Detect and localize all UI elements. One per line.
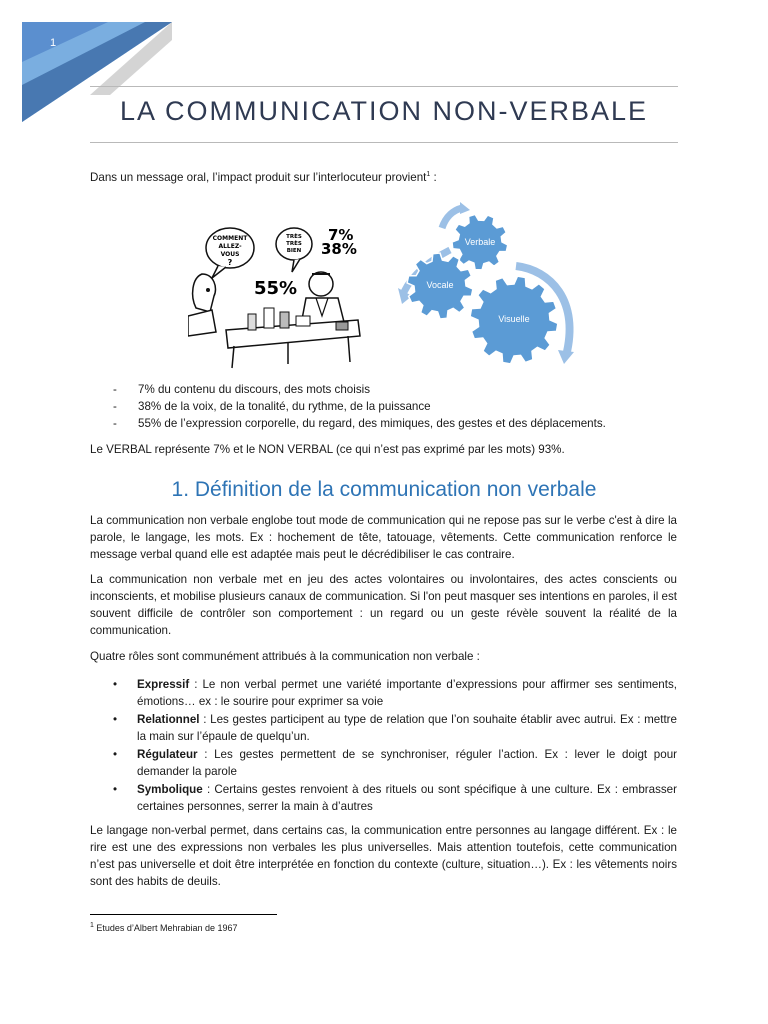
gear-visuelle-label: Visuelle <box>498 314 530 324</box>
section-heading: 1. Définition de la communication non verbale <box>171 478 597 501</box>
gears-diagram <box>390 200 590 370</box>
pct-38-label: 38% <box>321 240 357 258</box>
gear-visuelle <box>470 276 558 364</box>
bubble-left-question: ? <box>227 258 233 267</box>
bubble-left-line2: ALLEZ- <box>218 243 242 250</box>
gear-verbale-label: Verbale <box>464 237 496 247</box>
pct-55-label: 55% <box>254 278 298 299</box>
list-item: • Régulateur : Les gestes permettent de se synchroniser, réguler l’action. Ex : lever le doigt pour demander la parole <box>113 746 677 780</box>
language-paragraph: Le langage non-verbal permet, dans certains cas, la communication entre personnes au langage différent. Ex : le rire est une des expressions non verbales les plus universelles. Mais attention toutefois, cette communication n’est pas universelle et doit être interprétée en fonction du contexte (culture, situation…). Ex : les vêtements noirs sont des habits de deuils. <box>90 824 677 888</box>
roles-list <box>113 676 677 816</box>
list-item: - 55% de l’expression corporelle, du regard, des mimiques, des gestes et des déplacements. <box>113 415 606 432</box>
footnote: $^1$ Etudes d’Albert Mehrabian de 1967 <box>90 922 238 933</box>
list-item: - 38% de la voix, de la tonalité, du rythme, de la puissance <box>113 398 606 415</box>
title-rule-bottom <box>90 142 678 143</box>
page-title: LA COMMUNICATION NON-VERBALE <box>119 96 649 126</box>
cartoon-illustration <box>188 212 363 370</box>
roles-intro: Quatre rôles sont communément attribués à la communication non verbale : <box>90 650 480 663</box>
list-item: - 7% du contenu du discours, des mots choisis <box>113 381 606 398</box>
bubble-right-line3: BIEN <box>286 248 302 254</box>
list-item: • Expressif : Le non verbal permet une variété importante d’expressions pour affirmer ses sentiments, émotions… ex : le sourire pour exprimer sa voie <box>113 676 677 710</box>
definition-paragraph-1: La communication non verbale englobe tout mode de communication qui ne repose pas sur le verbe c'est à dire la parole, le langage, les mots. Ex : hochement de tête, tatouage, vêtements. Cette communication renforce le message verbal quand elle est adaptée mais peut le décrédibiliser le cas contraire. <box>90 514 677 561</box>
bubble-left-line3: VOUS <box>220 251 240 258</box>
page-number: 1 <box>50 37 57 49</box>
gear-vocale-label: Vocale <box>426 280 454 290</box>
percentage-list <box>113 381 606 432</box>
intro-paragraph: Dans un message oral, l’impact produit sur l’interlocuteur provient$^1$ : <box>90 170 437 184</box>
list-item: • Relationnel : Les gestes participent au type de relation que l’on souhaite établir avec autrui. Ex : mettre la main sur l’épaule de quelqu’un. <box>113 711 677 745</box>
list-item: • Symbolique : Certains gestes renvoient à des rituels ou sont spécifique à une culture. Ex : embrasser certaines personnes, serrer la main à d’autres <box>113 781 677 815</box>
bubble-right-line1: TRÈS <box>286 234 302 240</box>
bubble-left-line1: COMMENT <box>212 235 248 242</box>
pct-7-label: 7% <box>328 226 354 244</box>
summary-paragraph: Le VERBAL représente 7% et le NON VERBAL (ce qui n’est pas exprimé par les mots) 93%. <box>90 443 565 456</box>
bubble-right-line2: TRÈS <box>286 241 302 247</box>
title-rule-top <box>90 86 678 87</box>
footnote-separator <box>90 914 277 915</box>
definition-paragraph-2: La communication non verbale met en jeu des actes volontaires ou involontaires, des actes conscients ou inconscients, et mobilise plusieurs canaux de communication. Si l'on peut masquer ses intentions en paroles, il est souvent difficile de contrôler son comportement : un regard ou un geste révèle souvent la réalité de la communication. <box>90 573 677 637</box>
gear-verbale <box>452 214 508 270</box>
